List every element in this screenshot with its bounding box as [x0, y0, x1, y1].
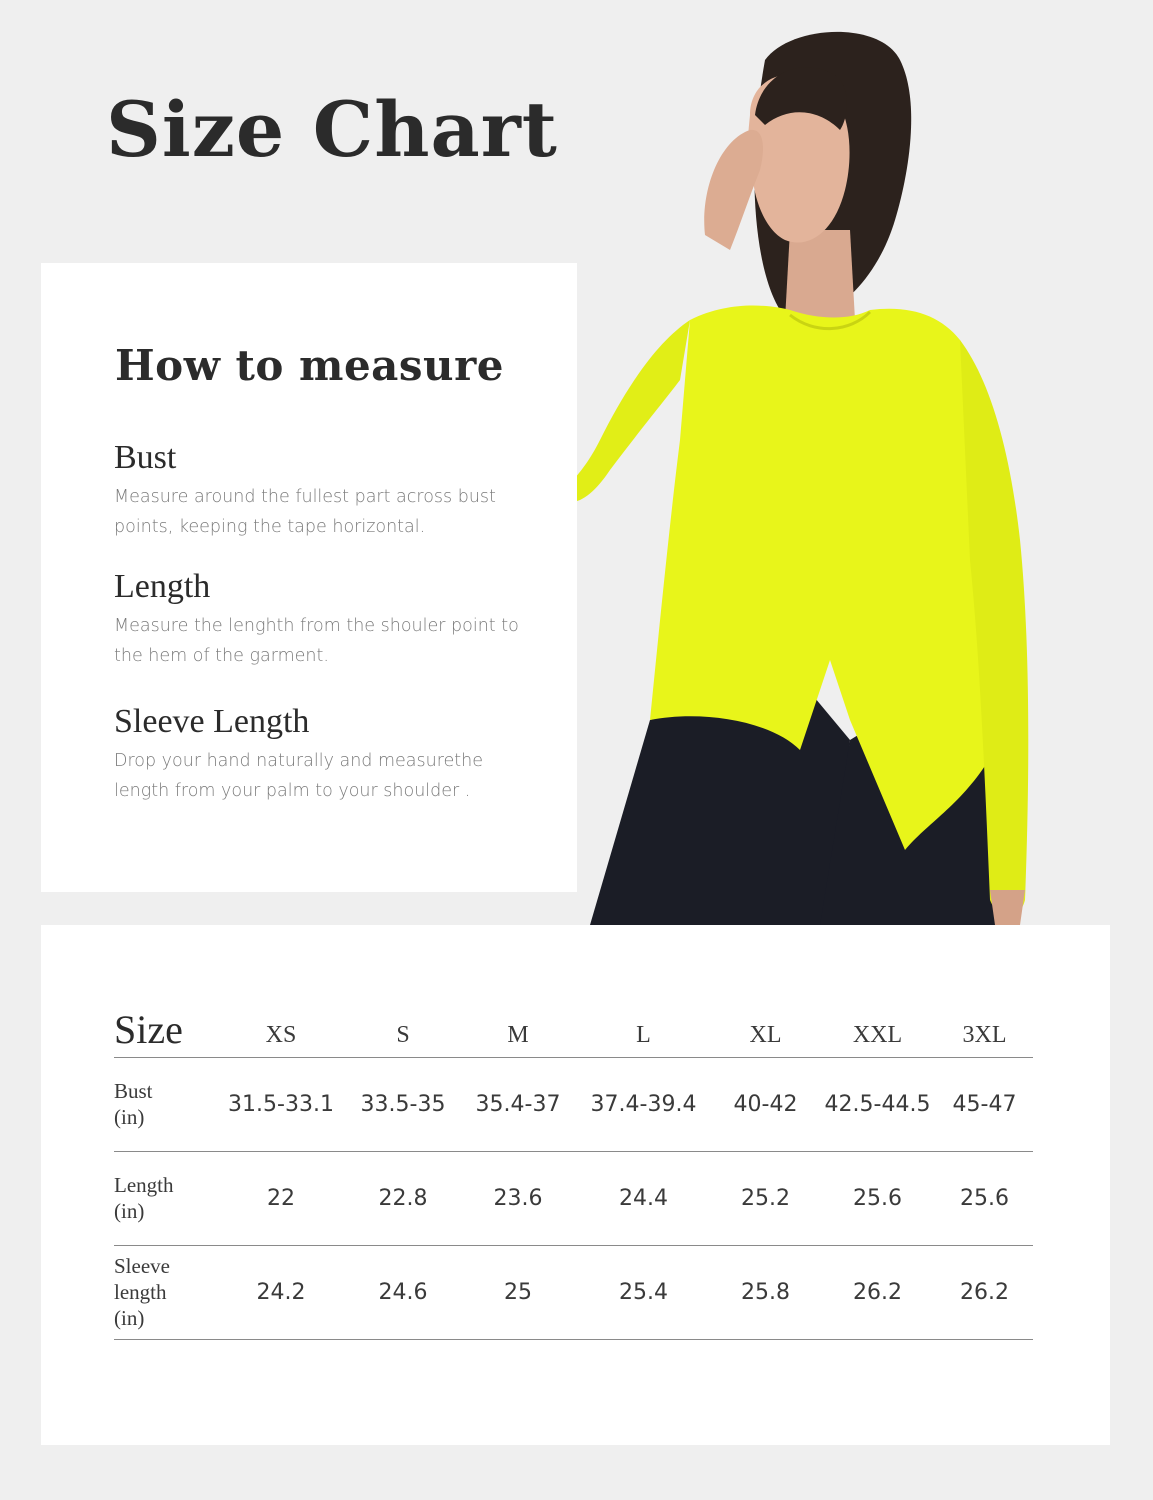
table-cell: 33.5-35 [345, 1057, 461, 1151]
table-cell: 40-42 [712, 1057, 819, 1151]
how-to-measure-card [41, 263, 577, 892]
measure-item-description: Measure around the fullest part across bust points, keeping the tape horizontal. [114, 487, 496, 538]
measure-item-description: Drop your hand naturally and measurethe length from your palm to your shoulder . [114, 751, 484, 802]
size-header-cell: XS [217, 1005, 345, 1057]
measure-item-heading: Length [114, 568, 211, 605]
table-row [114, 1057, 1033, 1151]
size-table [114, 1005, 1033, 1340]
size-table-card [41, 925, 1110, 1445]
how-to-measure-title: How to measure [115, 341, 504, 390]
table-row [114, 1151, 1033, 1245]
measure-item-description: Measure the lenghth from the shouler point to the hem of the garment. [114, 616, 519, 667]
measure-item-heading: Sleeve Length [114, 703, 310, 740]
size-header-cell: XXL [819, 1005, 936, 1057]
table-cell: 23.6 [461, 1151, 575, 1245]
size-header-cell: XL [712, 1005, 819, 1057]
measure-item-heading: Bust [114, 439, 177, 476]
table-cell: 22.8 [345, 1151, 461, 1245]
table-cell: 24.2 [217, 1245, 345, 1339]
row-label-name: Bust [114, 1079, 153, 1103]
table-cell: 22 [217, 1151, 345, 1245]
row-label-unit: (in) [114, 1306, 145, 1330]
measure-item-sleeve-length [114, 703, 534, 806]
size-header-cell: M [461, 1005, 575, 1057]
table-cell: 25.4 [575, 1245, 712, 1339]
size-header-cell: S [345, 1005, 461, 1057]
table-cell: 24.4 [575, 1151, 712, 1245]
table-cell: 45-47 [936, 1057, 1033, 1151]
measure-item-length [114, 568, 534, 671]
row-label [114, 1245, 217, 1339]
row-label-unit: (in) [114, 1199, 145, 1223]
table-cell: 37.4-39.4 [575, 1057, 712, 1151]
measure-item-bust [114, 439, 534, 542]
size-header-cell: 3XL [936, 1005, 1033, 1057]
table-cell: 26.2 [936, 1245, 1033, 1339]
size-header-cell: L [575, 1005, 712, 1057]
table-cell: 25.6 [936, 1151, 1033, 1245]
row-label [114, 1151, 217, 1245]
table-cell: 26.2 [819, 1245, 936, 1339]
table-cell: 25.6 [819, 1151, 936, 1245]
table-cell: 25 [461, 1245, 575, 1339]
row-label-unit: (in) [114, 1105, 145, 1129]
table-cell: 31.5-33.1 [217, 1057, 345, 1151]
table-cell: 25.8 [712, 1245, 819, 1339]
row-label-name: Sleeve length [114, 1254, 170, 1304]
table-cell: 24.6 [345, 1245, 461, 1339]
size-header-label: Size [114, 1005, 217, 1057]
row-label [114, 1057, 217, 1151]
row-label-name: Length [114, 1173, 174, 1197]
model-photo [550, 20, 1110, 925]
table-cell: 35.4-37 [461, 1057, 575, 1151]
table-cell: 42.5-44.5 [819, 1057, 936, 1151]
table-row [114, 1245, 1033, 1339]
size-header-row [114, 1005, 1033, 1057]
page-title: Size Chart [106, 85, 558, 174]
table-cell: 25.2 [712, 1151, 819, 1245]
